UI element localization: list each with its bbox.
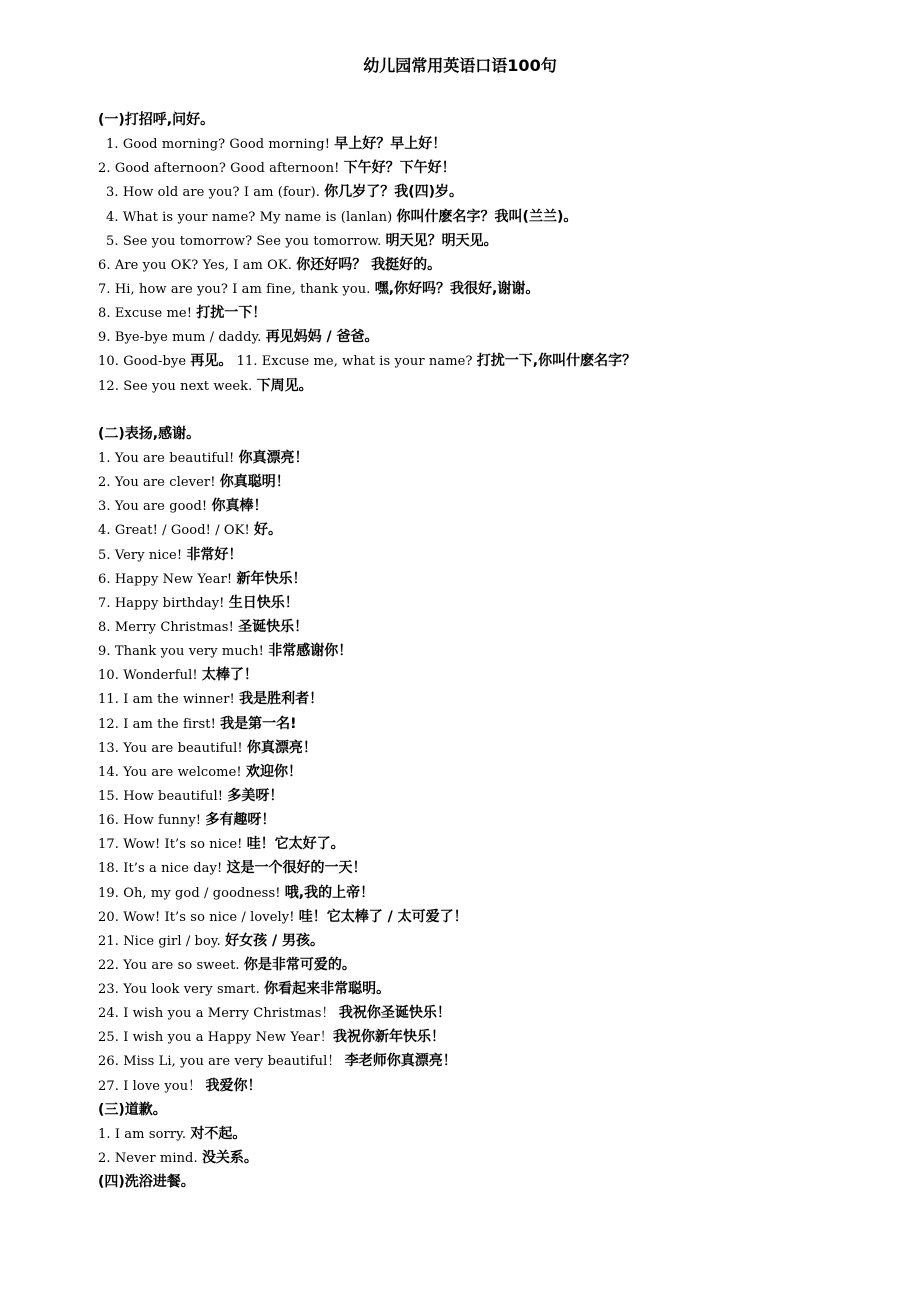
english-phrase: 14. You are welcome!: [98, 764, 246, 780]
list-item: [98, 374, 898, 398]
english-phrase: 1. You are beautiful!: [98, 450, 239, 466]
chinese-translation: 非常感谢你！: [268, 643, 353, 660]
chinese-translation: 你几岁了？我(四)岁。: [324, 184, 464, 201]
english-phrase: 23. You look very smart.: [98, 982, 265, 998]
list-item: [98, 1049, 898, 1073]
chinese-translation: 李老师你真漂亮！: [344, 1053, 457, 1070]
english-phrase: 11. I am the winner!: [98, 692, 240, 708]
chinese-translation: 你叫什麽名字？我叫(兰兰)。: [396, 208, 578, 225]
list-item: [98, 977, 898, 1001]
chinese-translation: 非常好！: [186, 546, 243, 563]
chinese-translation: 再见。: [190, 353, 233, 370]
chinese-translation: 哇！它太好了。: [246, 836, 345, 853]
english-phrase: 1. Good morning? Good morning!: [106, 137, 335, 153]
list-item: [98, 494, 898, 518]
section-spacer: [98, 398, 898, 422]
list-item: [98, 784, 898, 808]
document-body: [98, 108, 898, 1194]
list-item: [98, 446, 898, 470]
list-item: [98, 301, 898, 325]
english-phrase: 16. How funny!: [98, 813, 206, 829]
page-title: 幼儿园常用英语口语100句: [363, 56, 557, 75]
english-phrase: 3. How old are you? I am (four).: [106, 185, 325, 201]
chinese-translation: 你真漂亮！: [238, 449, 309, 466]
praise-list: [98, 446, 898, 1098]
english-phrase: 25. I wish you a Happy New Year！: [98, 1030, 333, 1046]
list-item: [98, 518, 898, 542]
english-phrase: 17. Wow! It’s so nice!: [98, 837, 247, 853]
chinese-translation: 我是胜利者！: [239, 691, 324, 708]
english-phrase: 8. Merry Christmas!: [98, 619, 239, 635]
chinese-translation: 欢迎你！: [245, 763, 302, 780]
list-item: [98, 591, 898, 615]
chinese-translation: 多美呀！: [227, 787, 284, 804]
english-phrase: 26. Miss Li, you are very beautiful！: [98, 1054, 345, 1070]
section-heading: (一)打招呼,问好。: [98, 112, 215, 128]
english-phrase: 12. See you next week.: [98, 378, 257, 394]
english-phrase: 20. Wow! It’s so nice / lovely!: [98, 909, 299, 925]
list-item: [98, 1122, 898, 1146]
list-item: [98, 881, 898, 905]
english-phrase: 27. I love you！: [98, 1078, 206, 1094]
list-item: [98, 808, 898, 832]
chinese-translation: 圣诞快乐！: [238, 618, 309, 635]
chinese-translation: 早上好？早上好！: [334, 136, 447, 153]
chinese-translation: 打扰一下！: [196, 305, 267, 322]
list-item: [98, 663, 898, 687]
chinese-translation: 打扰一下,你叫什麽名字？: [476, 353, 637, 370]
chinese-translation: 再见妈妈 / 爸爸。: [265, 329, 379, 346]
section-heading: (三)道歉。: [98, 1101, 167, 1118]
list-item: [98, 349, 898, 373]
list-item: [98, 253, 898, 277]
english-phrase: 6. Are you OK? Yes, I am OK.: [98, 257, 297, 273]
english-phrase: 9. Bye-bye mum / daddy.: [98, 330, 266, 346]
english-phrase: 5. Very nice!: [98, 547, 187, 563]
chinese-translation: 明天见？明天见。: [385, 232, 498, 249]
chinese-translation: 你真聪明！: [219, 474, 290, 491]
english-phrase: 18. It’s a nice day!: [98, 861, 227, 877]
list-item: [98, 832, 898, 856]
list-item: [98, 1074, 898, 1098]
chinese-translation: 没关系。: [201, 1150, 258, 1167]
english-phrase: 7. Hi, how are you? I am fine, thank you.: [98, 281, 375, 297]
list-item: [98, 856, 898, 880]
chinese-translation: 好女孩 / 男孩。: [225, 932, 324, 949]
english-phrase: 7. Happy birthday!: [98, 595, 229, 611]
english-phrase: 4. Great! / Good! / OK!: [98, 523, 255, 539]
list-item: [98, 1146, 898, 1170]
english-phrase: 12. I am the first!: [98, 716, 221, 732]
list-item: [98, 470, 898, 494]
chinese-translation: 好。: [254, 522, 283, 539]
english-phrase: 2. Never mind.: [98, 1151, 202, 1167]
list-item: [98, 712, 898, 736]
english-phrase: 10. Good-bye: [98, 354, 191, 370]
list-item: [98, 639, 898, 663]
english-phrase: 13. You are beautiful!: [98, 740, 247, 756]
chinese-translation: 我祝你圣诞快乐！: [338, 1005, 451, 1022]
section-heading: (二)表扬,感谢。: [98, 425, 201, 442]
chinese-translation: 你还好吗？ 我挺好的。: [296, 256, 442, 273]
list-item: [98, 277, 898, 301]
list-item: [98, 615, 898, 639]
english-phrase: 8. Excuse me!: [98, 306, 197, 322]
english-phrase: 10. Wonderful!: [98, 668, 202, 684]
english-phrase: 4. What is your name? My name is (lanlan): [106, 209, 397, 225]
chinese-translation: 你真棒！: [211, 498, 268, 515]
list-item: [98, 132, 898, 156]
chinese-translation: 哦,我的上帝！: [284, 884, 375, 901]
list-item: [98, 543, 898, 567]
english-phrase: 3. You are good!: [98, 499, 212, 515]
english-phrase: 2. You are clever!: [98, 475, 220, 491]
chinese-translation: 嘿,你好吗？我很好,谢谢。: [374, 280, 540, 297]
list-item: [98, 229, 898, 253]
list-item: [98, 929, 898, 953]
chinese-translation: 下午好？下午好！: [343, 160, 456, 177]
chinese-translation: 我祝你新年快乐！: [332, 1029, 445, 1046]
chinese-translation: 下周见。: [256, 377, 313, 394]
list-item: [98, 205, 898, 229]
list-item: [98, 156, 898, 180]
english-phrase: 24. I wish you a Merry Christmas！: [98, 1006, 339, 1022]
english-phrase: 19. Oh, my god / goodness!: [98, 885, 285, 901]
list-item: [98, 567, 898, 591]
english-phrase: 11. Excuse me, what is your name?: [232, 354, 477, 370]
english-phrase: 1. I am sorry.: [98, 1126, 191, 1142]
list-item: [98, 736, 898, 760]
list-item: [98, 905, 898, 929]
english-phrase: 5. See you tomorrow? See you tomorrow.: [106, 233, 386, 249]
list-item: [98, 760, 898, 784]
list-item: [98, 953, 898, 977]
chinese-translation: 哇！它太棒了 / 太可爱了！: [298, 908, 468, 925]
chinese-translation: 你真漂亮！: [246, 739, 317, 756]
english-phrase: 9. Thank you very much!: [98, 644, 269, 660]
english-phrase: 15. How beautiful!: [98, 788, 228, 804]
english-phrase: 2. Good afternoon? Good afternoon!: [98, 161, 344, 177]
english-phrase: 22. You are so sweet.: [98, 957, 244, 973]
chinese-translation: 太棒了！: [201, 667, 258, 684]
chinese-translation: 你是非常可爱的。: [243, 956, 356, 973]
chinese-translation: 多有趣呀！: [205, 812, 276, 829]
chinese-translation: 对不起。: [190, 1125, 247, 1142]
list-item: [98, 1025, 898, 1049]
chinese-translation: 你看起来非常聪明。: [264, 981, 391, 998]
chinese-translation: 我是第一名!: [220, 715, 297, 732]
apology-list: [98, 1122, 898, 1170]
list-item: [98, 180, 898, 204]
chinese-translation: 生日快乐！: [228, 594, 299, 611]
list-item: [98, 1001, 898, 1025]
english-phrase: 6. Happy New Year!: [98, 571, 237, 587]
section-heading: (四)洗浴进餐。: [98, 1174, 195, 1191]
list-item: [98, 325, 898, 349]
chinese-translation: 新年快乐！: [236, 570, 307, 587]
list-item: [98, 687, 898, 711]
english-phrase: 21. Nice girl / boy.: [98, 933, 226, 949]
chinese-translation: 这是一个很好的一天！: [226, 860, 367, 877]
chinese-translation: 我爱你！: [205, 1077, 262, 1094]
